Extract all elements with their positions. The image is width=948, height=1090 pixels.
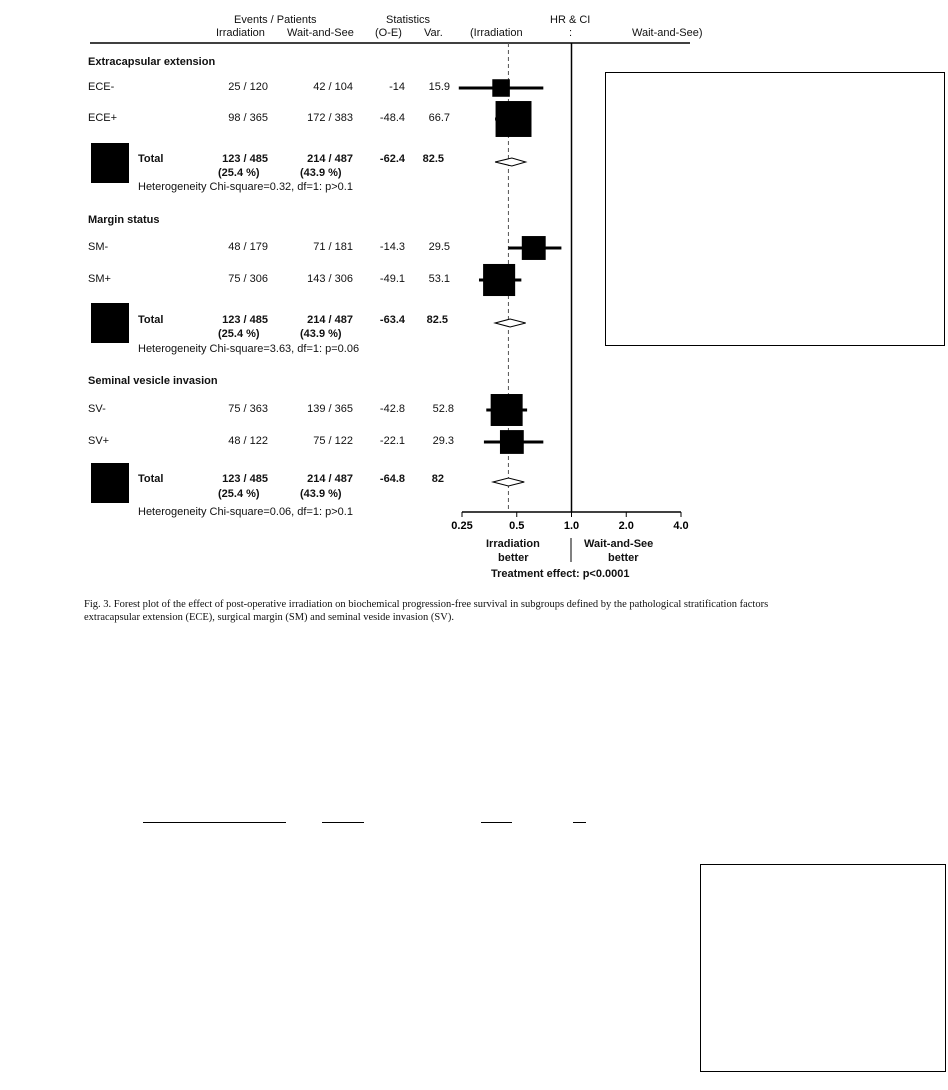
header-statistics: Statistics xyxy=(386,14,431,26)
total-irradiation: 123 / 485 xyxy=(222,153,268,165)
total-label: Total xyxy=(138,473,164,485)
summary-diamond xyxy=(495,319,526,327)
total-oe: -64.8 xyxy=(379,473,405,485)
total-wait-pct: (43.9 %) xyxy=(300,167,342,179)
row-oe: -49.1 xyxy=(379,273,405,285)
figure-caption: Fig. 3. Forest plot of the effect of post-operative irradiation on biochemical progression-free survival in subgroups defined by the pathological stratification factors extracapsular extension (ECE), surgical margin (SM) and seminal veside invasion (SV). xyxy=(84,599,769,623)
x-tick-label: 1.0 xyxy=(563,520,580,532)
empty-box xyxy=(700,864,946,1072)
x-tick-label: 0.5 xyxy=(509,520,525,532)
group-title: Seminal vesicle invasion xyxy=(88,375,218,387)
row-label: SM+ xyxy=(88,273,111,285)
row-oe: -22.1 xyxy=(379,435,405,447)
total-label: Total xyxy=(138,314,164,326)
total-wait-pct: (43.9 %) xyxy=(300,328,342,340)
left-label-line1: Irradiation xyxy=(486,538,540,550)
x-tick-label: 0.25 xyxy=(451,520,473,532)
row-label: SM- xyxy=(88,241,109,253)
row-var: 29.3 xyxy=(432,435,454,447)
row-wait-and-see: 143 / 306 xyxy=(307,273,353,285)
row-var: 53.1 xyxy=(428,273,450,285)
row-label: ECE+ xyxy=(88,112,118,124)
hr-marker xyxy=(500,430,524,454)
total-wait-and-see: 214 / 487 xyxy=(307,314,353,326)
row-wait-and-see: 75 / 122 xyxy=(313,435,353,447)
heterogeneity-note: Heterogeneity Chi-square=0.32, df=1: p>0.1 xyxy=(138,181,353,193)
heterogeneity-note: Heterogeneity Chi-square=3.63, df=1: p=0.06 xyxy=(138,343,360,355)
row-irradiation: 25 / 120 xyxy=(228,81,268,93)
row-irradiation: 75 / 306 xyxy=(228,273,268,285)
total-wait-pct: (43.9 %) xyxy=(300,488,342,500)
underline-mark xyxy=(573,822,586,823)
header-left-group: (Irradiation xyxy=(470,27,523,39)
header-var: Var. xyxy=(424,27,443,39)
total-label: Total xyxy=(138,153,164,165)
total-wait-and-see: 214 / 487 xyxy=(307,473,353,485)
underline-mark xyxy=(322,822,364,823)
row-oe: -48.4 xyxy=(379,112,405,124)
row-label: SV+ xyxy=(88,435,110,447)
row-wait-and-see: 172 / 383 xyxy=(307,112,353,124)
header-right-group: Wait-and-See) xyxy=(632,27,703,39)
row-oe: -42.8 xyxy=(379,403,405,415)
total-irr-pct: (25.4 %) xyxy=(218,488,260,500)
row-irradiation: 98 / 365 xyxy=(228,112,268,124)
row-wait-and-see: 71 / 181 xyxy=(313,241,353,253)
total-irradiation: 123 / 485 xyxy=(222,314,268,326)
header-irradiation: Irradiation xyxy=(216,27,265,39)
total-wait-and-see: 214 / 487 xyxy=(307,153,353,165)
hr-marker xyxy=(492,79,510,97)
summary-diamond xyxy=(495,158,526,166)
left-label-line2: better xyxy=(498,552,529,564)
underline-mark xyxy=(481,822,512,823)
empty-box xyxy=(605,72,945,346)
total-var: 82 xyxy=(431,473,444,485)
total-irr-pct: (25.4 %) xyxy=(218,328,260,340)
row-wait-and-see: 42 / 104 xyxy=(313,81,353,93)
row-var: 52.8 xyxy=(432,403,454,415)
row-wait-and-see: 139 / 365 xyxy=(307,403,353,415)
right-label-line1: Wait-and-See xyxy=(584,538,654,550)
total-irradiation: 123 / 485 xyxy=(222,473,268,485)
total-irr-pct: (25.4 %) xyxy=(218,167,260,179)
hr-marker xyxy=(491,394,523,426)
row-label: ECE- xyxy=(88,81,115,93)
row-irradiation: 75 / 363 xyxy=(228,403,268,415)
group-title: Extracapsular extension xyxy=(88,56,216,68)
group-title: Margin status xyxy=(88,214,160,226)
underline-mark xyxy=(143,822,286,823)
header-oe: (O-E) xyxy=(375,27,402,39)
total-var: 82.5 xyxy=(426,314,448,326)
row-oe: -14 xyxy=(389,81,405,93)
header-events-patients: Events / Patients xyxy=(234,14,317,26)
header-colon: : xyxy=(569,27,573,39)
row-var: 66.7 xyxy=(428,112,450,124)
x-tick-label: 2.0 xyxy=(618,520,634,532)
hr-marker xyxy=(496,101,532,137)
hr-marker xyxy=(522,236,546,260)
hr-marker xyxy=(483,264,515,296)
row-irradiation: 48 / 179 xyxy=(228,241,268,253)
header-wait-and-see: Wait-and-See xyxy=(287,27,354,39)
right-label-line2: better xyxy=(608,552,639,564)
x-tick-label: 4.0 xyxy=(673,520,689,532)
row-var: 29.5 xyxy=(428,241,450,253)
row-irradiation: 48 / 122 xyxy=(228,435,268,447)
total-oe: -63.4 xyxy=(379,314,405,326)
summary-diamond xyxy=(493,478,524,486)
row-oe: -14.3 xyxy=(379,241,405,253)
header-hr-ci: HR & CI xyxy=(550,14,591,26)
total-oe: -62.4 xyxy=(379,153,405,165)
heterogeneity-note: Heterogeneity Chi-square=0.06, df=1: p>0.1 xyxy=(138,506,353,518)
total-var: 82.5 xyxy=(422,153,444,165)
row-var: 15.9 xyxy=(428,81,450,93)
treatment-effect: Treatment effect: p<0.0001 xyxy=(491,568,630,580)
row-label: SV- xyxy=(88,403,106,415)
